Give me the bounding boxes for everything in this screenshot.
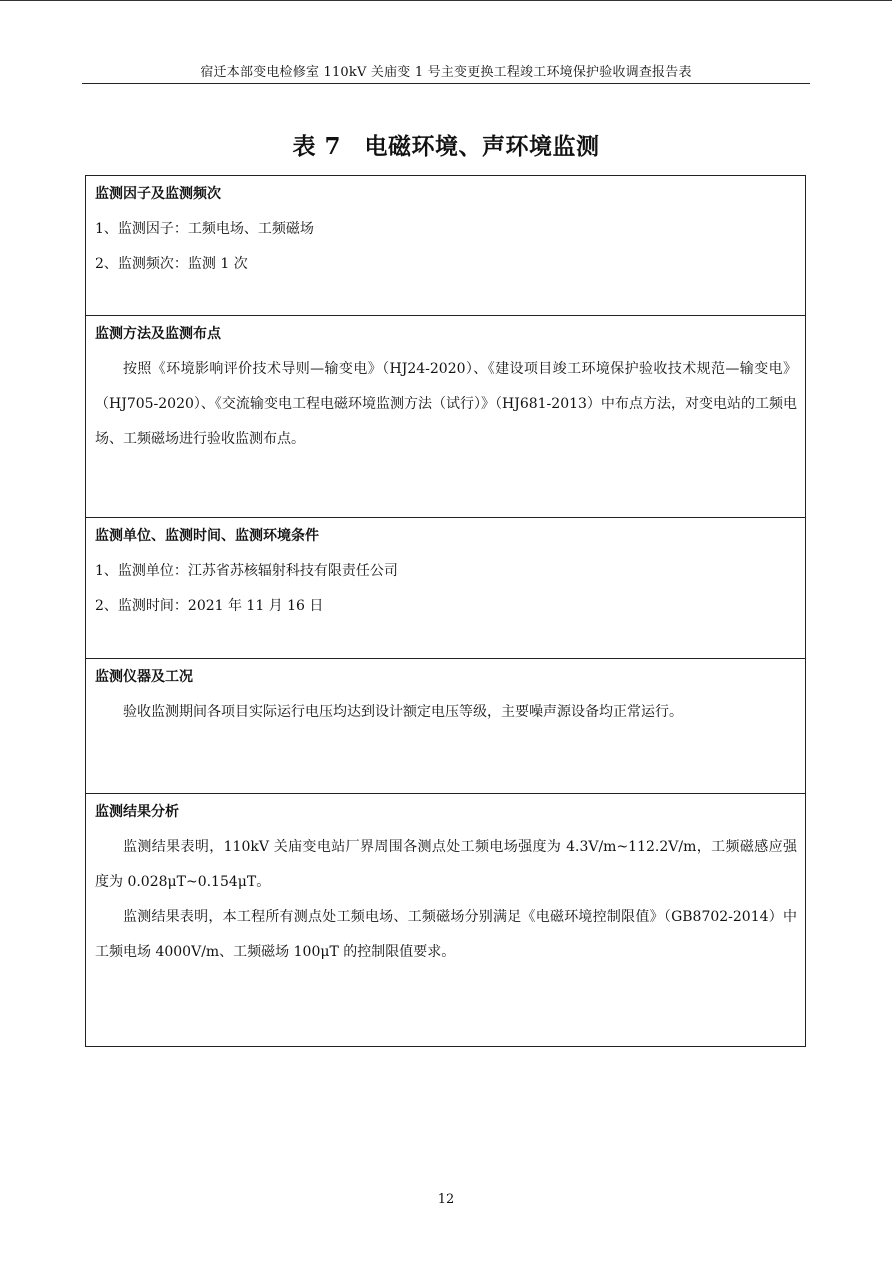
- section-line: 1、监测因子：工频电场、工频磁场: [95, 221, 314, 237]
- section-line: 2、监测频次：监测 1 次: [95, 256, 248, 272]
- section-heading: 监测因子及监测频次: [95, 186, 221, 202]
- section-paragraph: 按照《环境影响评价技术导则—输变电》（HJ24-2020）、《建设项目竣工环境保护验收技术规范—输变电》（HJ705-2020）、《交流输变电工程电磁环境监测方法（试行）》（HJ681-2013）中布点方法，对变电站的工频电场、工频磁场进行验收监测布点。: [95, 361, 797, 447]
- section-heading: 监测结果分析: [95, 804, 179, 820]
- section-paragraph: 验收监测期间各项目实际运行电压均达到设计额定电压等级，主要噪声源设备均正常运行。: [123, 704, 683, 720]
- section-heading: 监测单位、监测时间、监测环境条件: [95, 528, 319, 544]
- table-title: 表 7 电磁环境、声环境监测: [292, 133, 600, 160]
- page-number: 12: [437, 1192, 455, 1207]
- section-results-analysis: [86, 793, 805, 1046]
- section-instruments-conditions: [86, 658, 805, 793]
- monitoring-table: [85, 175, 806, 1047]
- page-top-border: [0, 0, 892, 1]
- running-header: 宿迁本部变电检修室 110kV 关庙变 1 号主变更换工程竣工环境保护验收调查报告表: [200, 65, 692, 80]
- section-line: 2、监测时间：2021 年 11 月 16 日: [95, 598, 324, 614]
- section-heading: 监测方法及监测布点: [95, 326, 221, 342]
- section-line: 1、监测单位：江苏省苏核辐射科技有限责任公司: [95, 563, 398, 579]
- header-rule: [82, 83, 810, 84]
- section-paragraph: 监测结果表明，本工程所有测点处工频电场、工频磁场分别满足《电磁环境控制限值》（GB8702-2014）中工频电场 4000V/m、工频磁场 100μT 的控制限值要求。: [95, 909, 797, 960]
- section-monitoring-method: [86, 315, 805, 517]
- section-heading: 监测仪器及工况: [95, 669, 193, 685]
- section-paragraph: 监测结果表明，110kV 关庙变电站厂界周围各测点处工频电场强度为 4.3V/m~112.2V/m，工频磁感应强度为 0.028μT~0.154μT。: [95, 839, 797, 890]
- section-monitoring-unit-time: [86, 517, 805, 658]
- section-monitoring-factors: [86, 176, 805, 315]
